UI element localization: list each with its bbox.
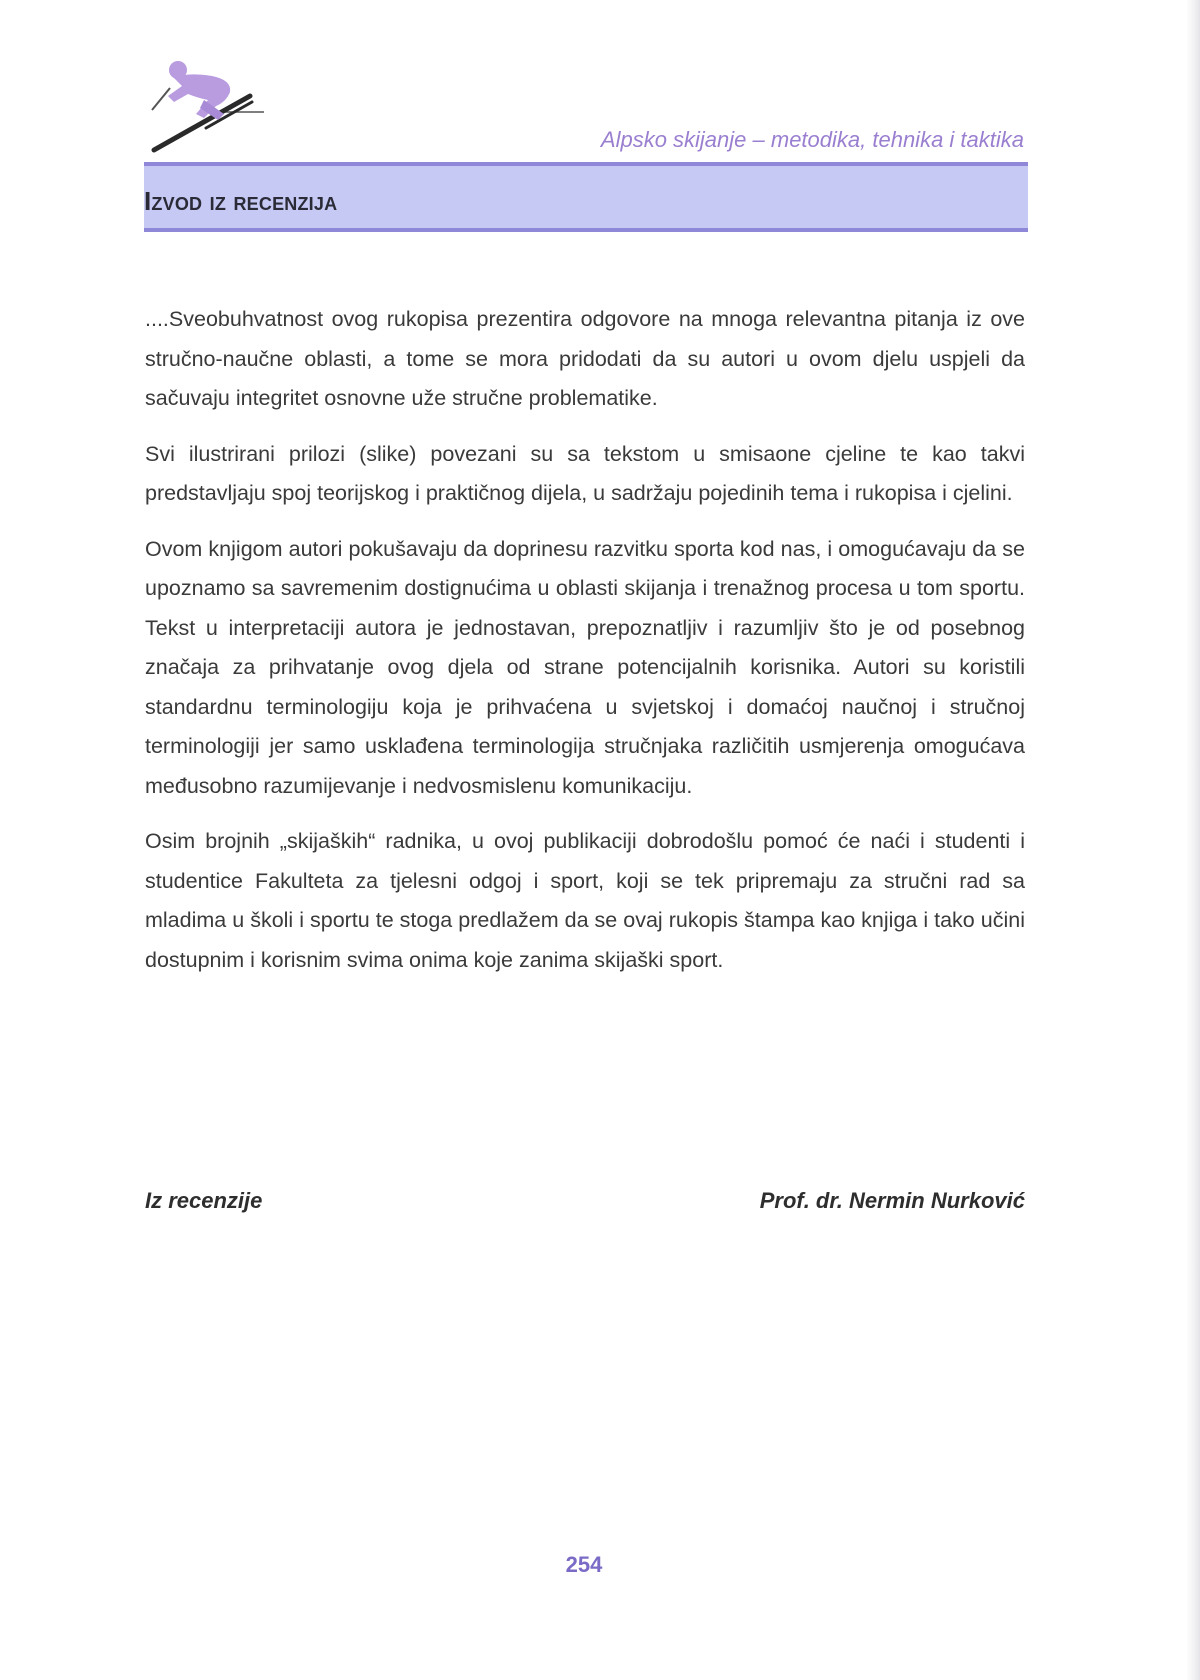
signature-source: Iz recenzije [145,1188,263,1213]
section-header-band [144,162,1028,232]
signature-author: Prof. dr. Nermin Nurković [759,1188,1025,1213]
page-edge [1186,0,1200,1680]
running-title: Alpsko skijanje – metodika, tehnika i taktika [600,127,1024,152]
paragraph: Osim brojnih „skijaških“ radnika, u ovoj publikaciji dobrodošlu pomoć će naći i studenti i studentice Fakulteta za tjelesni odgoj i sport, koji se tek pripremaju za stručni rad sa mladima u školi i sportu te stoga predlažem da se ovaj rukopis štampa kao knjiga i tako učini dostupnim i korisnim svima onima koje zanima skijaški sport. [145,829,1025,972]
section-title [144,186,337,217]
skier-icon [146,58,286,158]
section-title-text: Izvod iz recenzija [144,186,338,216]
page-number: 254 [565,1552,603,1577]
paragraph: Ovom knjigom autori pokušavaju da doprinesu razvitku sporta kod nas, i omogućavaju da se upoznamo sa savremenim dostignućima u oblasti skijanja i trenažnog procesa u tom sportu. Tekst u interpretaciji autora je jednostavan, prepoznatljiv i razumljiv što je od posebnog značaja za prihvatanje ovog djela od strane potencijalnih korisnika. Autori su koristili standardnu terminologiju koja je prihvaćena u svjetskoj i domaćoj naučnoj i stručnoj terminologiji jer samo usklađena terminologija stručnjaka različitih usmjerenja omogućava međusobno razumijevanje i nedvosmislenu komunikaciju. [145,536,1025,798]
review-body [145,300,1025,996]
signature-line [145,1188,1025,1228]
paragraph: Svi ilustrirani prilozi (slike) povezani su sa tekstom u smisaone cjeline te kao takvi predstavljaju spoj teorijskog i praktičnog dijela, u sadržaju pojedinih tema i rukopisa i cjelini. [145,441,1025,505]
paragraph: ....Sveobuhvatnost ovog rukopisa prezentira odgovore na mnoga relevantna pitanja iz ove stručno-naučne oblasti, a tome se mora pridodati da su autori u ovom djelu uspjeli da sačuvaju integritet osnovne uže stručne problematike. [145,307,1025,410]
